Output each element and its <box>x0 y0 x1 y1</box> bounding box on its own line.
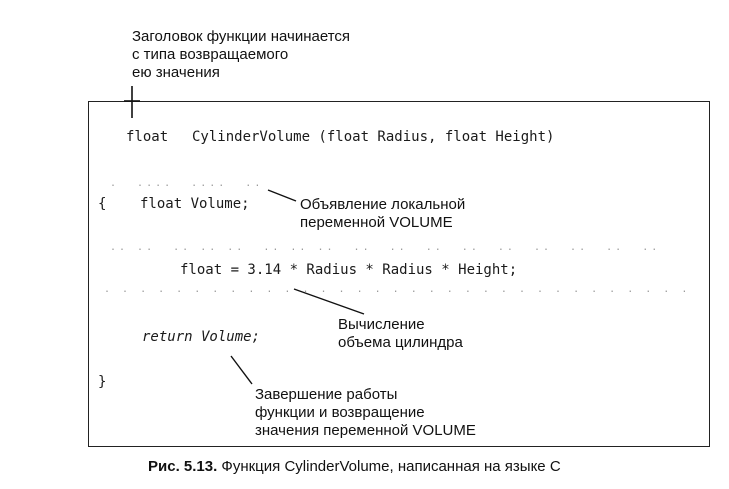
scan-dots-2: .. .. .. .. .. .. .. .. .. .. .. .. .. .. .. .. .. <box>110 242 661 253</box>
compute-annotation-line-2: объема цилиндра <box>338 334 463 351</box>
return-annotation <box>255 386 476 440</box>
code-function-signature: CylinderVolume (float Radius, float Height) <box>192 129 555 145</box>
return-annotation-line-3: значения переменной VOLUME <box>255 422 476 439</box>
code-compute-statement: float = 3.14 * Radius * Radius * Height; <box>180 262 518 278</box>
return-annotation-line-1: Завершение работы <box>255 386 398 403</box>
local-var-leader-line <box>268 190 296 201</box>
code-local-declaration: float Volume; <box>140 196 250 212</box>
code-return-statement: return Volume; <box>142 329 261 345</box>
scan-dots-3: . . . . . . . . . . . . . . . . . . . . . . . . . . . . . . . . . <box>104 284 691 295</box>
local-var-annotation-line-1: Объявление локальной <box>300 196 466 213</box>
figure-caption-text: Функция CylinderVolume, написанная на языке С <box>217 458 561 475</box>
return-leader-line <box>231 356 252 384</box>
return-annotation-line-2: функции и возвращение <box>255 404 425 421</box>
code-close-brace: } <box>98 374 107 390</box>
compute-annotation <box>338 316 463 352</box>
code-return-type: float <box>126 129 169 145</box>
figure-caption-label: Рис. 5.13. <box>148 458 218 475</box>
header-annotation-line-1: Заголовок функции начинается <box>132 28 351 45</box>
local-var-annotation-line-2: переменной VOLUME <box>300 214 453 231</box>
compute-annotation-line-1: Вычисление <box>338 316 425 333</box>
header-annotation-line-2: с типа возвращаемого <box>132 46 289 63</box>
local-var-annotation <box>300 196 465 232</box>
code-open-brace: { <box>98 196 107 212</box>
scan-dots-1: . .... .... .. <box>110 178 264 189</box>
figure-caption <box>148 458 561 476</box>
header-annotation-line-3: ею значения <box>132 64 220 81</box>
